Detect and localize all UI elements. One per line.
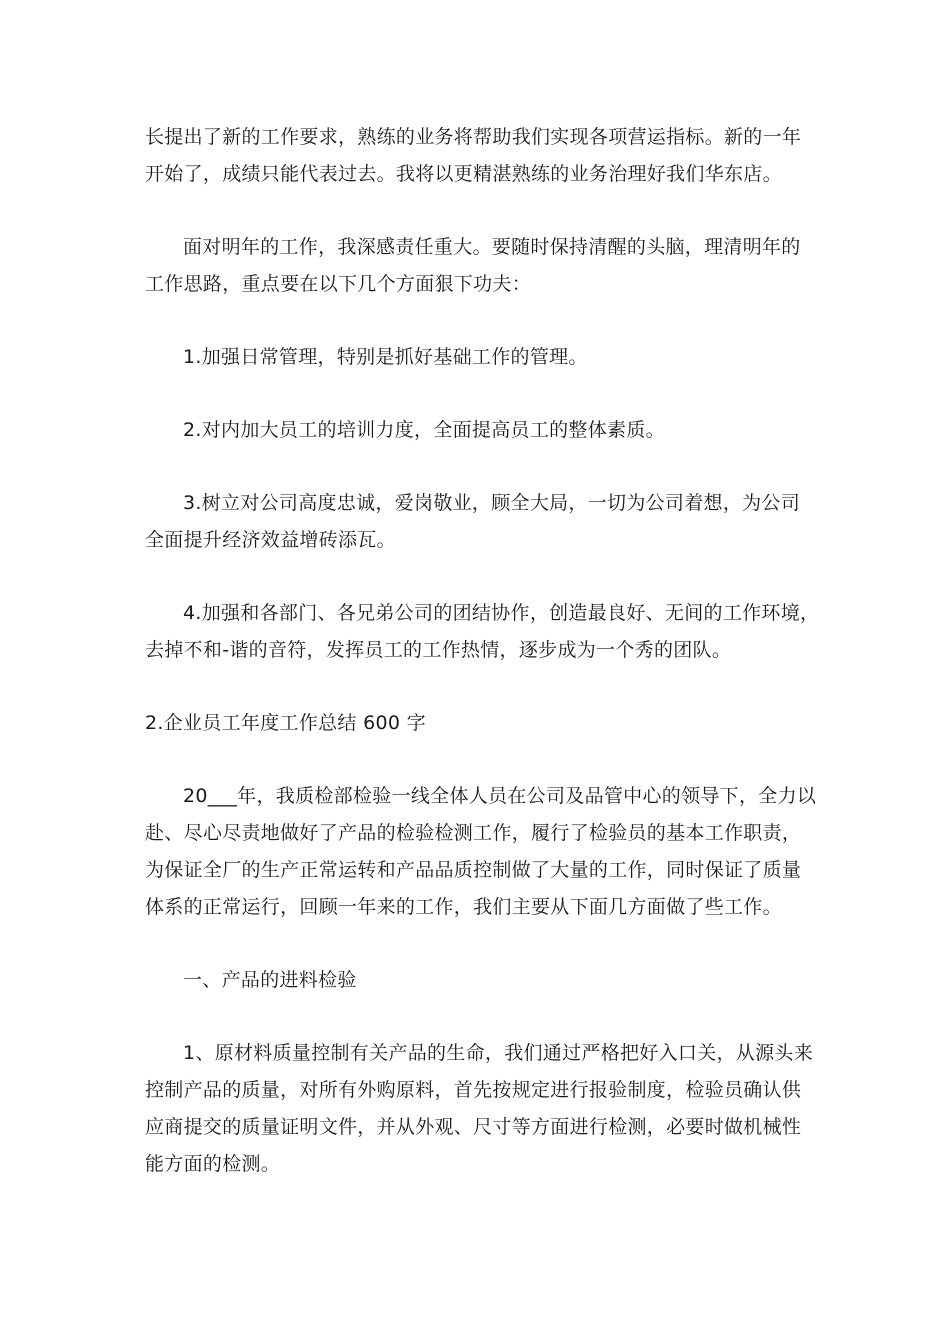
text-line: 应商提交的质量证明文件，并从外观、尺寸等方面进行检测，必要时做机械性 [145,1116,802,1138]
subheading-incoming-inspection [145,962,835,999]
list-item-3 [145,485,835,559]
text-line: 面对明年的工作，我深感责任重大。要随时保持清醒的头脑，理清明年的 [183,236,801,258]
text-line: 全面提升经济效益增砖添瓦。 [145,529,396,551]
text-line: 能方面的检测。 [145,1153,281,1175]
text-line: 4.加强和各部门、各兄弟公司的团结协作，创造最良好、无间的工作环境， [183,602,820,624]
text-line: 控制产品的质量，对所有外购原料，首先按规定进行报验制度，检验员确认供 [145,1079,802,1101]
paragraph-work-requirements [145,119,835,193]
paragraph-raw-material-control [145,1035,835,1183]
text-line: 去掉不和-谐的音符，发挥员工的工作热情，逐步成为一个秀的团队。 [145,639,732,661]
paragraph-next-year-focus [145,229,835,303]
text-line: 体系的正常运行，回顾一年来的工作，我们主要从下面几方面做了些工作。 [145,896,782,918]
text-line: 1、原材料质量控制有关产品的生命，我们通过严格把好入口关，从源头来 [183,1042,813,1064]
text-line: 1.加强日常管理，特别是抓好基础工作的管理。 [183,346,588,368]
section-title: 2.企业员工年度工作总结 600 字 [145,712,426,734]
text-line: 3.树立对公司高度忠诚，爱岗敬业，顾全大局，一切为公司着想，为公司 [183,492,801,514]
text-line: 长提出了新的工作要求，熟练的业务将帮助我们实现各项营运指标。新的一年 [145,126,802,148]
list-item-1 [145,339,835,376]
text-line: 工作思路，重点要在以下几个方面狠下功夫： [145,273,532,295]
subsection-title: 一、产品的进料检验 [183,969,357,991]
text-line: 为保证全厂的生产正常运转和产品品质控制做了大量的工作，同时保证了质量 [145,859,802,881]
text-line: 2.对内加大员工的培训力度，全面提高员工的整体素质。 [183,419,665,441]
list-item-2 [145,412,835,449]
text-line: 赴、尽心尽责地做好了产品的检验检测工作，履行了检验员的基本工作职责， [145,822,802,844]
section-heading [145,705,835,742]
list-item-4 [145,595,835,669]
paragraph-annual-summary [145,778,835,926]
text-line: 开始了，成绩只能代表过去。我将以更精湛熟练的业务治理好我们华东店。 [145,163,782,185]
text-line: 20___年，我质检部检验一线全体人员在公司及品管中心的领导下，全力以 [183,785,817,807]
